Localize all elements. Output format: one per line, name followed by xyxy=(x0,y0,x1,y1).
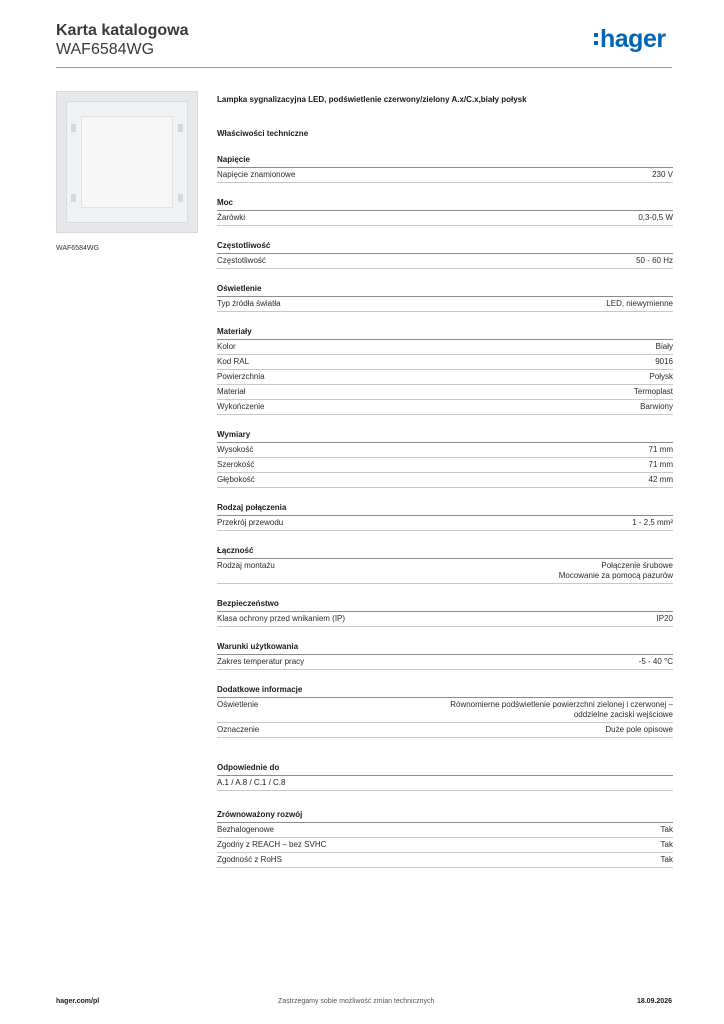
spec-section xyxy=(217,240,673,269)
spec-section xyxy=(217,429,673,488)
spec-label: Oświetlenie xyxy=(217,700,259,709)
spec-label: Rodzaj montażu xyxy=(217,561,275,570)
product-frame xyxy=(66,101,188,223)
spec-value: Duże pole opisowe xyxy=(605,725,673,734)
spec-label: Typ źródła światła xyxy=(217,299,281,308)
spec-label: Materiał xyxy=(217,387,246,396)
spec-section-title: Rodzaj połączenia xyxy=(217,502,673,516)
spec-value: 42 mm xyxy=(648,475,673,484)
footer-website-link[interactable]: hager.com/pl xyxy=(56,998,100,1005)
spec-label: Zakres temperatur pracy xyxy=(217,657,305,666)
product-insert xyxy=(81,116,173,208)
spec-value: LED, niewymienne xyxy=(606,299,673,308)
spec-row xyxy=(217,370,673,385)
spec-label: Kod RAL xyxy=(217,357,250,366)
spec-row xyxy=(217,559,673,584)
product-code: WAF6584WG xyxy=(56,41,155,58)
clip-mark xyxy=(71,124,76,132)
spec-label: Bezhalogenowe xyxy=(217,825,274,834)
spec-label: Kolor xyxy=(217,342,236,351)
tech-properties-title: Właściwości techniczne xyxy=(217,129,309,138)
logo-dots-icon xyxy=(594,31,598,47)
spec-label: Przekrój przewodu xyxy=(217,518,284,527)
spec-label: Głębokość xyxy=(217,475,255,484)
product-description: Lampka sygnalizacyjna LED, podświetlenie czerwony/zielony A.x/C.x,biały połysk xyxy=(217,95,527,104)
suitable-section xyxy=(217,762,673,791)
spec-value: 50 - 60 Hz xyxy=(636,256,673,265)
spec-section-title: Dodatkowe informacje xyxy=(217,684,673,698)
spec-label: Zgodny z REACH – bez SVHC xyxy=(217,840,327,849)
spec-value: Równomierne podświetlenie powierzchni zielonej i czerwonej – oddzielne zaciski wejściowe xyxy=(450,700,673,719)
clip-mark xyxy=(71,194,76,202)
header-divider xyxy=(56,67,672,68)
spec-value: -5 - 40 °C xyxy=(638,657,673,666)
sustainability-rows xyxy=(217,823,673,868)
spec-row xyxy=(217,723,673,738)
spec-value: Połączenie śrubowe Mocowanie za pomocą pazurów xyxy=(558,561,673,580)
spec-row xyxy=(217,297,673,312)
spec-row xyxy=(217,698,673,723)
spec-label: Napięcie znamionowe xyxy=(217,170,296,179)
spec-section xyxy=(217,641,673,670)
tech-sections xyxy=(217,154,673,738)
spec-value: Barwiony xyxy=(640,402,673,411)
spec-row xyxy=(217,655,673,670)
spec-section xyxy=(217,197,673,226)
spec-row xyxy=(217,473,673,488)
spec-row xyxy=(217,168,673,183)
product-image xyxy=(56,91,198,233)
spec-row xyxy=(217,612,673,627)
spec-row xyxy=(217,355,673,370)
spec-section-title: Wymiary xyxy=(217,429,673,443)
spec-section xyxy=(217,502,673,531)
spec-row xyxy=(217,853,673,868)
spec-label: Klasa ochrony przed wnikaniem (IP) xyxy=(217,614,346,623)
spec-row xyxy=(217,516,673,531)
spec-section-title: Warunki użytkowania xyxy=(217,641,673,655)
spec-row xyxy=(217,838,673,853)
spec-row xyxy=(217,443,673,458)
spec-row xyxy=(217,385,673,400)
spec-row xyxy=(217,340,673,355)
spec-section xyxy=(217,326,673,415)
document-title: Karta katalogowa xyxy=(56,22,189,39)
spec-label: Wykończenie xyxy=(217,402,265,411)
sustainability-title: Zrównoważony rozwój xyxy=(217,809,673,823)
logo-wordmark: hager xyxy=(600,25,666,53)
spec-label: Oznaczenie xyxy=(217,725,260,734)
spec-label: Częstotliwość xyxy=(217,256,266,265)
spec-value: 9016 xyxy=(655,357,673,366)
spec-section-title: Bezpieczeństwo xyxy=(217,598,673,612)
suitable-title: Odpowiednie do xyxy=(217,762,673,776)
footer-date: 18.09.2026 xyxy=(636,998,672,1005)
spec-value: Tak xyxy=(660,825,673,834)
spec-value: Tak xyxy=(660,840,673,849)
footer-disclaimer: Zastrzegamy sobie możliwość zmian technicznych xyxy=(278,998,435,1005)
spec-value: IP20 xyxy=(656,614,673,623)
clip-mark xyxy=(178,124,183,132)
spec-label: Żarówki xyxy=(217,213,246,222)
spec-value: 1 - 2,5 mm² xyxy=(632,518,673,527)
spec-value: 0,3-0,5 W xyxy=(638,213,673,222)
spec-value: Połysk xyxy=(649,372,673,381)
spec-section-title: Oświetlenie xyxy=(217,283,673,297)
spec-section xyxy=(217,545,673,584)
spec-row xyxy=(217,211,673,226)
spec-label: Powierzchnia xyxy=(217,372,265,381)
spec-section-title: Materiały xyxy=(217,326,673,340)
spec-section-title: Częstotliwość xyxy=(217,240,673,254)
spec-section xyxy=(217,598,673,627)
hager-logo xyxy=(594,26,666,52)
spec-label: Wysokość xyxy=(217,445,254,454)
spec-row xyxy=(217,400,673,415)
spec-row xyxy=(217,458,673,473)
spec-row xyxy=(217,823,673,838)
spec-section-title: Moc xyxy=(217,197,673,211)
spec-value: 71 mm xyxy=(648,445,673,454)
spec-value: Biały xyxy=(655,342,673,351)
spec-section xyxy=(217,154,673,183)
spec-value: Tak xyxy=(660,855,673,864)
clip-mark xyxy=(178,194,183,202)
spec-label: Szerokość xyxy=(217,460,255,469)
suitable-value: A.1 / A.8 / C.1 / C.8 xyxy=(217,776,673,791)
spec-value: 71 mm xyxy=(648,460,673,469)
spec-row xyxy=(217,254,673,269)
image-caption: WAF6584WG xyxy=(56,245,99,252)
spec-section xyxy=(217,684,673,738)
sustainability-section xyxy=(217,809,673,868)
product-content xyxy=(217,94,673,868)
document-header xyxy=(56,22,188,60)
spec-section xyxy=(217,283,673,312)
spec-section-title: Napięcie xyxy=(217,154,673,168)
spec-value: Termoplast xyxy=(633,387,673,396)
spec-label: Zgodność z RoHS xyxy=(217,855,282,864)
spec-section-title: Łączność xyxy=(217,545,673,559)
spec-value: 230 V xyxy=(652,170,673,179)
